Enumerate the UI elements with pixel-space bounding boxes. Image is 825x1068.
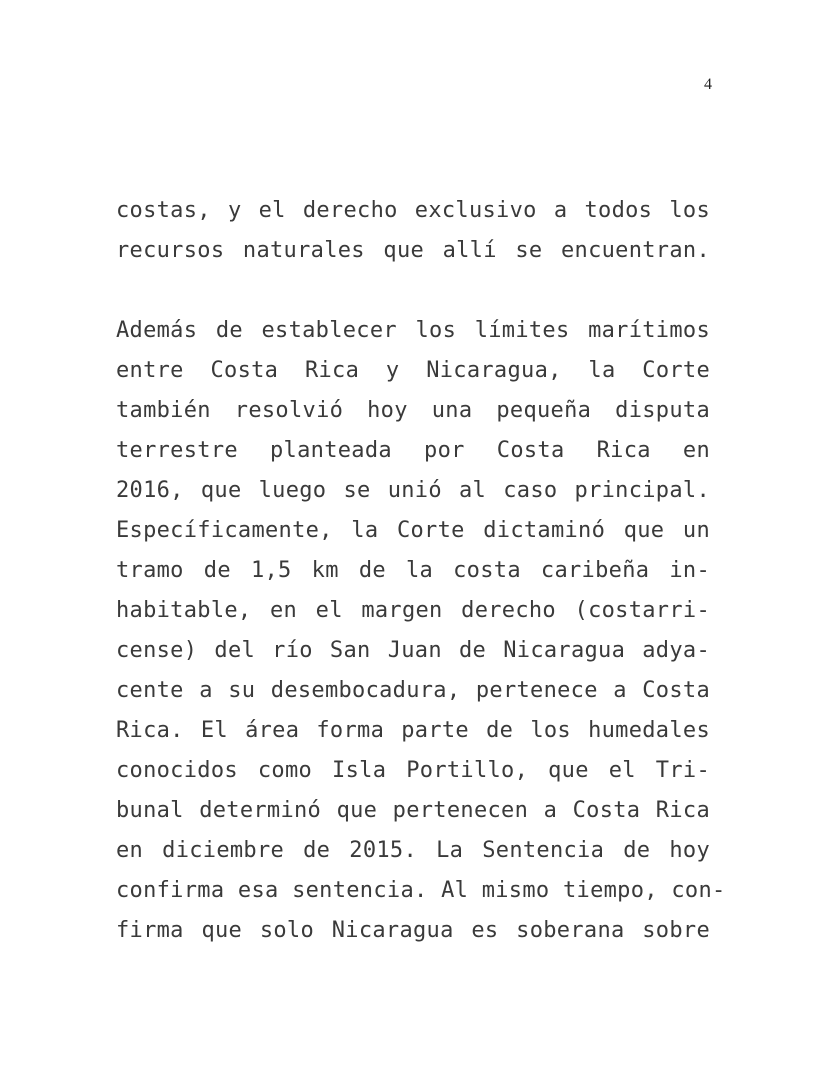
text-line: también resolvió hoy una pequeña disputa (116, 398, 710, 423)
paragraph-continuation (116, 191, 710, 271)
text-line: Además de establecer los límites marítimos (116, 318, 710, 343)
paragraph-ruling (116, 311, 726, 951)
text-line: Rica. El área forma parte de los humedales (116, 718, 710, 743)
text-line: firma que solo Nicaragua es soberana sobre (116, 918, 710, 943)
text-line: 2016, que luego se unió al caso principal. (116, 478, 710, 503)
text-line: Específicamente, la Corte dictaminó que un (116, 518, 710, 543)
text-line: confirma esa sentencia. Al mismo tiempo, con- (116, 878, 726, 903)
text-line: bunal determinó que pertenecen a Costa Rica (116, 798, 710, 823)
page-number: 4 (704, 76, 712, 93)
text-line: recursos naturales que allí se encuentran. (116, 238, 710, 263)
text-line: conocidos como Isla Portillo, que el Tri- (116, 758, 710, 783)
text-line: costas, y el derecho exclusivo a todos los (116, 198, 710, 223)
text-line: entre Costa Rica y Nicaragua, la Corte (116, 358, 710, 383)
text-line: terrestre planteada por Costa Rica en (116, 438, 710, 463)
text-line: tramo de 1,5 km de la costa caribeña in- (116, 558, 710, 583)
text-line: en diciembre de 2015. La Sentencia de hoy (116, 838, 710, 863)
text-line: habitable, en el margen derecho (costarri- (116, 598, 710, 623)
text-line: cente a su desembocadura, pertenece a Costa (116, 678, 710, 703)
text-line: cense) del río San Juan de Nicaragua adya- (116, 638, 710, 663)
